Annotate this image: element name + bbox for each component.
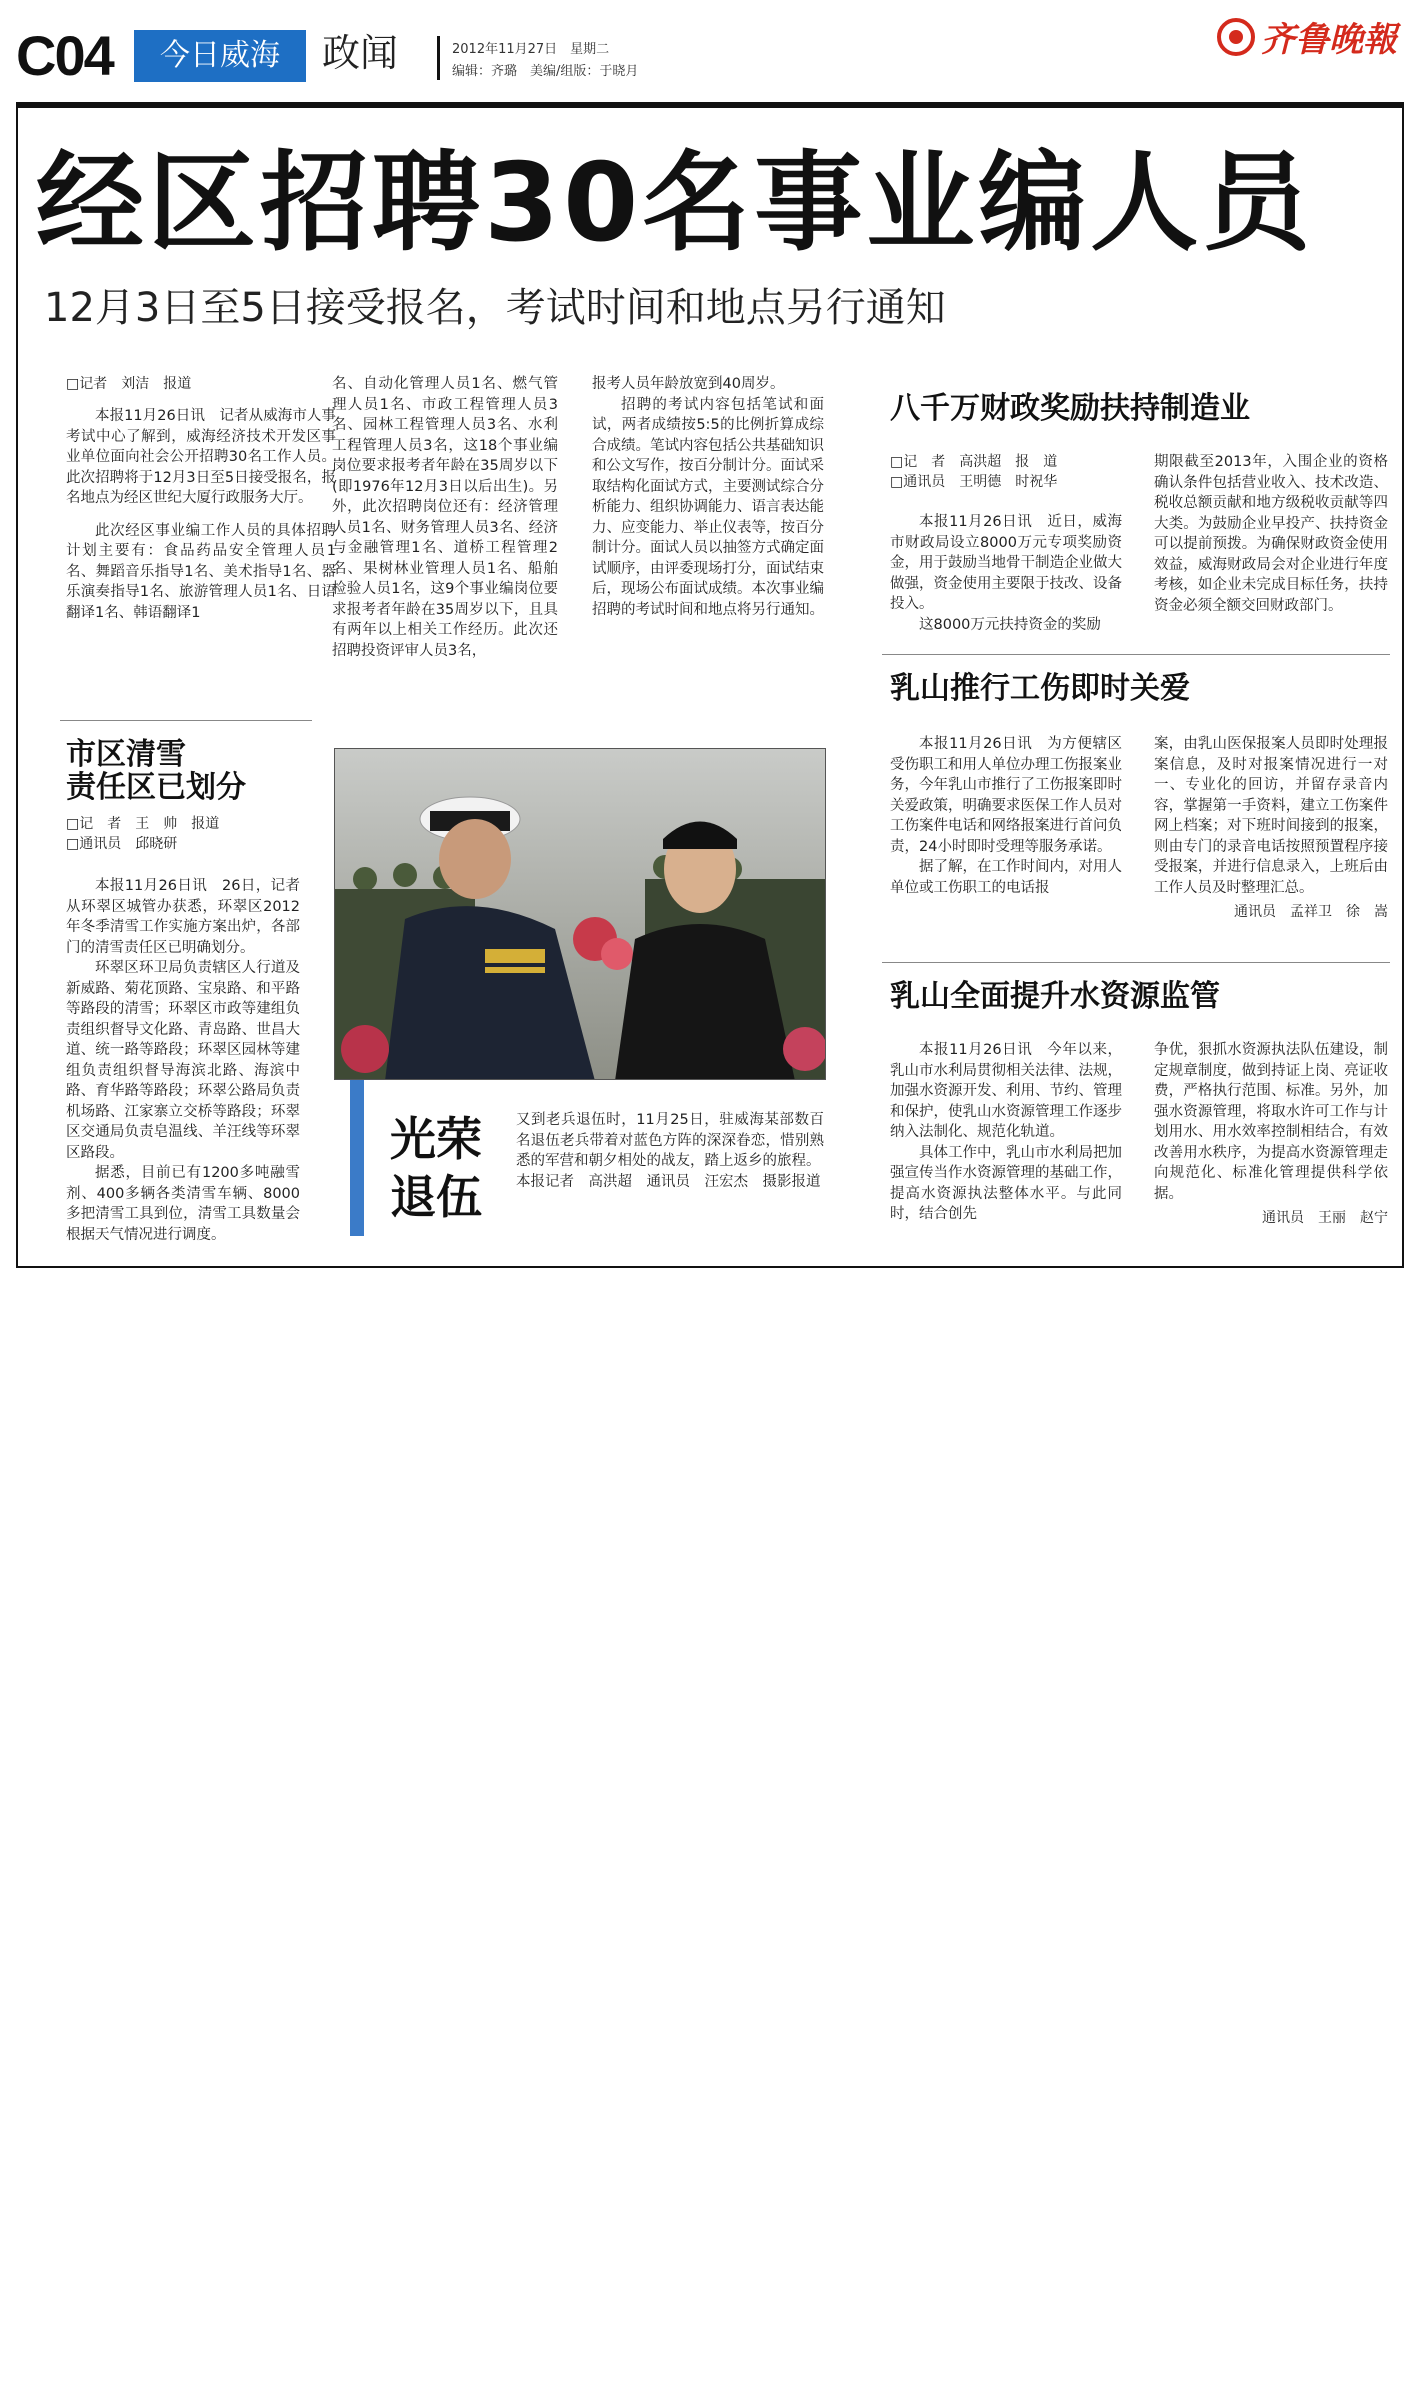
- lead-column-2: [332, 374, 558, 661]
- paragraph: 期限截至2013年，入围企业的资格确认条件包括营业收入、技术改造、税收总额贡献和地方级税收贡献等四大类。为鼓励企业早投产、扶持资金可以提前预拨。为确保财政资金使用效益，威海财政局会对企业进行年度考核，如企业未完成目标任务，扶持资金必须全额交回财政部门。: [1154, 454, 1388, 614]
- sun-logo-icon: [1217, 18, 1255, 56]
- photo-credit: 本报记者 高洪超 通讯员 汪宏杰 摄影报道: [516, 1173, 821, 1190]
- caption-accent-bar: [350, 1080, 364, 1236]
- paragraph: 具体工作中，乳山市水利局把加强宣传当作水资源管理的基础工作，提高水资源执法整体水平。与此同时，结合创先: [890, 1144, 1122, 1222]
- paragraph: 环翠区环卫局负责辖区人行道及新威路、菊花顶路、宝泉路、和平路等路段的清雪；环翠区市政等建组负责组织督导文化路、青岛路、世昌大道、统一路等路段；环翠区园林等建组负责组织督导海滨北路、海滨中路、育华路等路段；环翠公路局负责机场路、江家寨立交桥等路段；环翠区交通局负责皂温线、羊汪线等环翠区路段。: [66, 960, 300, 1161]
- divider: [882, 962, 1390, 963]
- lead-headline: 经区招聘30名事业编人员: [36, 141, 1315, 266]
- finance-byline: [890, 452, 1057, 492]
- water-title: 乳山全面提升水资源监管: [890, 979, 1220, 1014]
- finance-title: 八千万财政奖励扶持制造业: [890, 391, 1250, 426]
- page-number: C04: [16, 24, 113, 87]
- finance-byline-correspondent: □通讯员 王明德 时祝华: [890, 474, 1058, 490]
- water-column-2: [1154, 1040, 1388, 1229]
- water-credit: 通讯员 王丽 赵宁: [1262, 1210, 1388, 1226]
- snow-body: [66, 876, 300, 1245]
- newspaper-logo: [1217, 12, 1397, 61]
- paragraph: 报考人员年龄放宽到40周岁。: [592, 376, 785, 392]
- logo-text: 齐鲁晚報: [1261, 20, 1397, 60]
- snow-title-line-2: 责任区已划分: [66, 770, 246, 805]
- paragraph: 据了解，在工作时间内，对用人单位或工伤职工的电话报: [890, 859, 1122, 896]
- header-divider: [437, 36, 440, 80]
- caption-text: 又到老兵退伍时，11月25日，驻威海某部数百名退伍老兵带着对蓝色方阵的深深眷恋，惜别熟悉的军营和朝夕相处的战友，踏上返乡的旅程。: [516, 1112, 824, 1169]
- finance-byline-reporter: □记 者 高洪超 报 道: [890, 454, 1058, 470]
- snow-byline-correspondent: □通讯员 邱晓研: [66, 836, 178, 852]
- lead-column-1: [66, 374, 336, 623]
- divider: [60, 720, 312, 721]
- injury-credit: 通讯员 孟祥卫 徐 嵩: [1234, 904, 1388, 920]
- snow-byline: [66, 814, 219, 854]
- paragraph: 本报11月26日讯 记者从威海市人事考试中心了解到，威海经济技术开发区事业单位面向社会公开招聘30名工作人员。此次招聘将于12月3日至5日接受报名，报名地点为经区世纪大厦行政服务大厅。: [66, 408, 336, 506]
- lead-body-1: [66, 406, 336, 623]
- paragraph: 招聘的考试内容包括笔试和面试，两者成绩按5:5的比例折算成综合成绩。笔试内容包括公共基础知识和公文写作，按百分制计分。面试采取结构化面试方式，主要测试综合分析能力、组织协调能力、语言表达能力、应变能力、举止仪表等，按百分制计分。面试人员以抽签方式确定面试顺序，由评委现场打分，面试结束后，现场公布面试成绩。本次事业编招聘的考试时间和地点将另行通知。: [592, 396, 824, 618]
- section-badge: 今日威海: [134, 30, 306, 82]
- lead-byline: □记者 刘洁 报道: [66, 376, 192, 392]
- paragraph: 本报11月26日讯 近日，威海市财政局设立8000万元专项奖励资金，用于鼓励当地骨干制造企业做大做强，资金使用主要限于技改、设备投入。: [890, 514, 1122, 612]
- photo-caption: [516, 1110, 824, 1192]
- water-column-1: [890, 1040, 1122, 1225]
- finance-column-2: [1154, 452, 1388, 616]
- divider: [882, 654, 1390, 655]
- snow-byline-reporter: □记 者 王 帅 报道: [66, 816, 220, 832]
- veterans-photo-illustration: [335, 749, 826, 1080]
- injury-title: 乳山推行工伤即时关爱: [890, 671, 1190, 706]
- snow-title: [66, 738, 246, 804]
- finance-column-1: [890, 512, 1122, 635]
- paragraph: 名、自动化管理人员1名、燃气管理人员1名、市政工程管理人员3名、园林工程管理人员3名、水利工程管理人员3名，这18个事业编岗位要求报考者年龄在35周岁以下(即1976年12月3日以后出生)。另外，此次招聘岗位还有：经济管理人员1名、财务管理人员3名、经济与金融管理1名、道桥工程管理2名、果树林业管理人员1名、船舶检验人员1名，这9个事业编岗位要求报考者年龄在35周岁以下，且具有两年以上相关工作经历。此次还招聘投资评审人员3名，: [332, 376, 558, 659]
- injury-column-1: [890, 734, 1122, 898]
- column-name: 政闻: [322, 31, 399, 75]
- issue-date: 2012年11月27日 星期二: [452, 42, 610, 57]
- lead-column-3: [592, 374, 824, 620]
- photo-title: 光荣退伍: [390, 1112, 482, 1224]
- news-photo: [334, 748, 826, 1080]
- lead-subhead: 12月3日至5日接受报名，考试时间和地点另行通知: [44, 285, 946, 331]
- paragraph: 本报11月26日讯 为方便辖区受伤职工和用人单位办理工伤报案业务，今年乳山市推行了工伤报案即时关爱政策，明确要求医保工作人员对工伤案件电话和网络报案进行首问负责，24小时即时受理等服务承诺。: [890, 736, 1122, 855]
- paragraph: 据悉，目前已有1200多吨融雪剂、400多辆各类清雪车辆、8000多把清雪工具到位，清雪工具数量会根据天气情况进行调度。: [66, 1165, 300, 1243]
- snow-title-line-1: 市区清雪: [66, 737, 186, 772]
- paragraph: 本报11月26日讯 26日，记者从环翠区城管办获悉，环翠区2012年冬季清雪工作实施方案出炉，各部门的清雪责任区已明确划分。: [66, 878, 300, 956]
- paragraph: 这8000万元扶持资金的奖励: [919, 616, 1101, 633]
- paragraph: 案，由乳山医保报案人员即时处理报案信息，及时对报案情况进行一对一、专业化的回访，并留存录音内容，掌握第一手资料，建立工伤案件网上档案；对下班时间接到的报案，则由专门的录音电话按照预置程序接受报案，并进行信息录入，上班后由工作人员及时整理汇总。: [1154, 736, 1388, 896]
- injury-column-2: [1154, 734, 1388, 923]
- paragraph: 此次经区事业编工作人员的具体招聘计划主要有：食品药品安全管理人员1名、舞蹈音乐指导1名、美术指导1名、器乐演奏指导1名、旅游管理人员1名、日语翻译1名、韩语翻译1: [66, 522, 336, 621]
- paragraph: 争优，狠抓水资源执法队伍建设，制定规章制度，做到持证上岗、亮证收费，严格执行范围、标准。另外，加强水资源管理，将取水许可工作与计划用水、用水效率控制相结合，有效改善用水秩序，为提高水资源管理走向规范化、标准化管理提供科学依据。: [1154, 1042, 1388, 1202]
- paragraph: 本报11月26日讯 今年以来，乳山市水利局贯彻相关法律、法规，加强水资源开发、利用、节约、管理和保护，使乳山水资源管理工作逐步纳入法制化、规范化轨道。: [890, 1042, 1122, 1140]
- editors-line: 编辑：齐璐 美编/组版：于晓月: [452, 64, 639, 79]
